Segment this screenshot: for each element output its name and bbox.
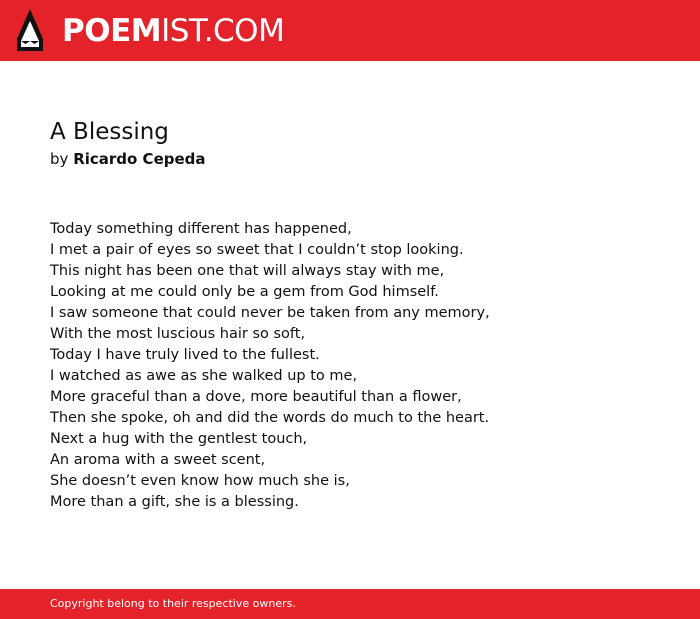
poem-line: Today I have truly lived to the fullest.	[50, 347, 320, 363]
poem-line: She doesn’t even know how much she is,	[50, 473, 350, 489]
poem-line: With the most luscious hair so soft,	[50, 326, 306, 342]
poem-line: Looking at me could only be a gem from God himself.	[50, 284, 439, 300]
poem-title: A Blessing	[50, 119, 169, 145]
poem-line: More graceful than a dove, more beautiful than a flower,	[50, 389, 462, 405]
author-name: Ricardo Cepeda	[73, 150, 206, 168]
site-logo-text[interactable]	[62, 11, 284, 51]
poem-line: More than a gift, she is a blessing.	[50, 494, 299, 510]
poem-line: I saw someone that could never be taken from any memory,	[50, 305, 490, 321]
poem-line: Then she spoke, oh and did the words do much to the heart.	[50, 410, 490, 426]
poem-line: An aroma with a sweet scent,	[50, 452, 266, 468]
poem-line: Today something different has happened,	[50, 221, 352, 237]
site-footer	[0, 589, 700, 619]
poem-body	[50, 219, 490, 513]
poem-line: This night has been one that will always stay with me,	[50, 263, 445, 279]
brand-light: IST.COM	[161, 13, 285, 49]
poem-line: I watched as awe as she walked up to me,	[50, 368, 358, 384]
byline	[50, 149, 206, 169]
site-header	[0, 0, 700, 61]
copyright-text: Copyright belong to their respective owners.	[50, 597, 296, 610]
poem-line: I met a pair of eyes so sweet that I couldn’t stop looking.	[50, 242, 464, 258]
pencil-tip-icon[interactable]	[17, 9, 43, 51]
poem-line: Next a hug with the gentlest touch,	[50, 431, 308, 447]
brand-bold: POEM	[62, 13, 162, 49]
by-label: by	[50, 150, 69, 168]
